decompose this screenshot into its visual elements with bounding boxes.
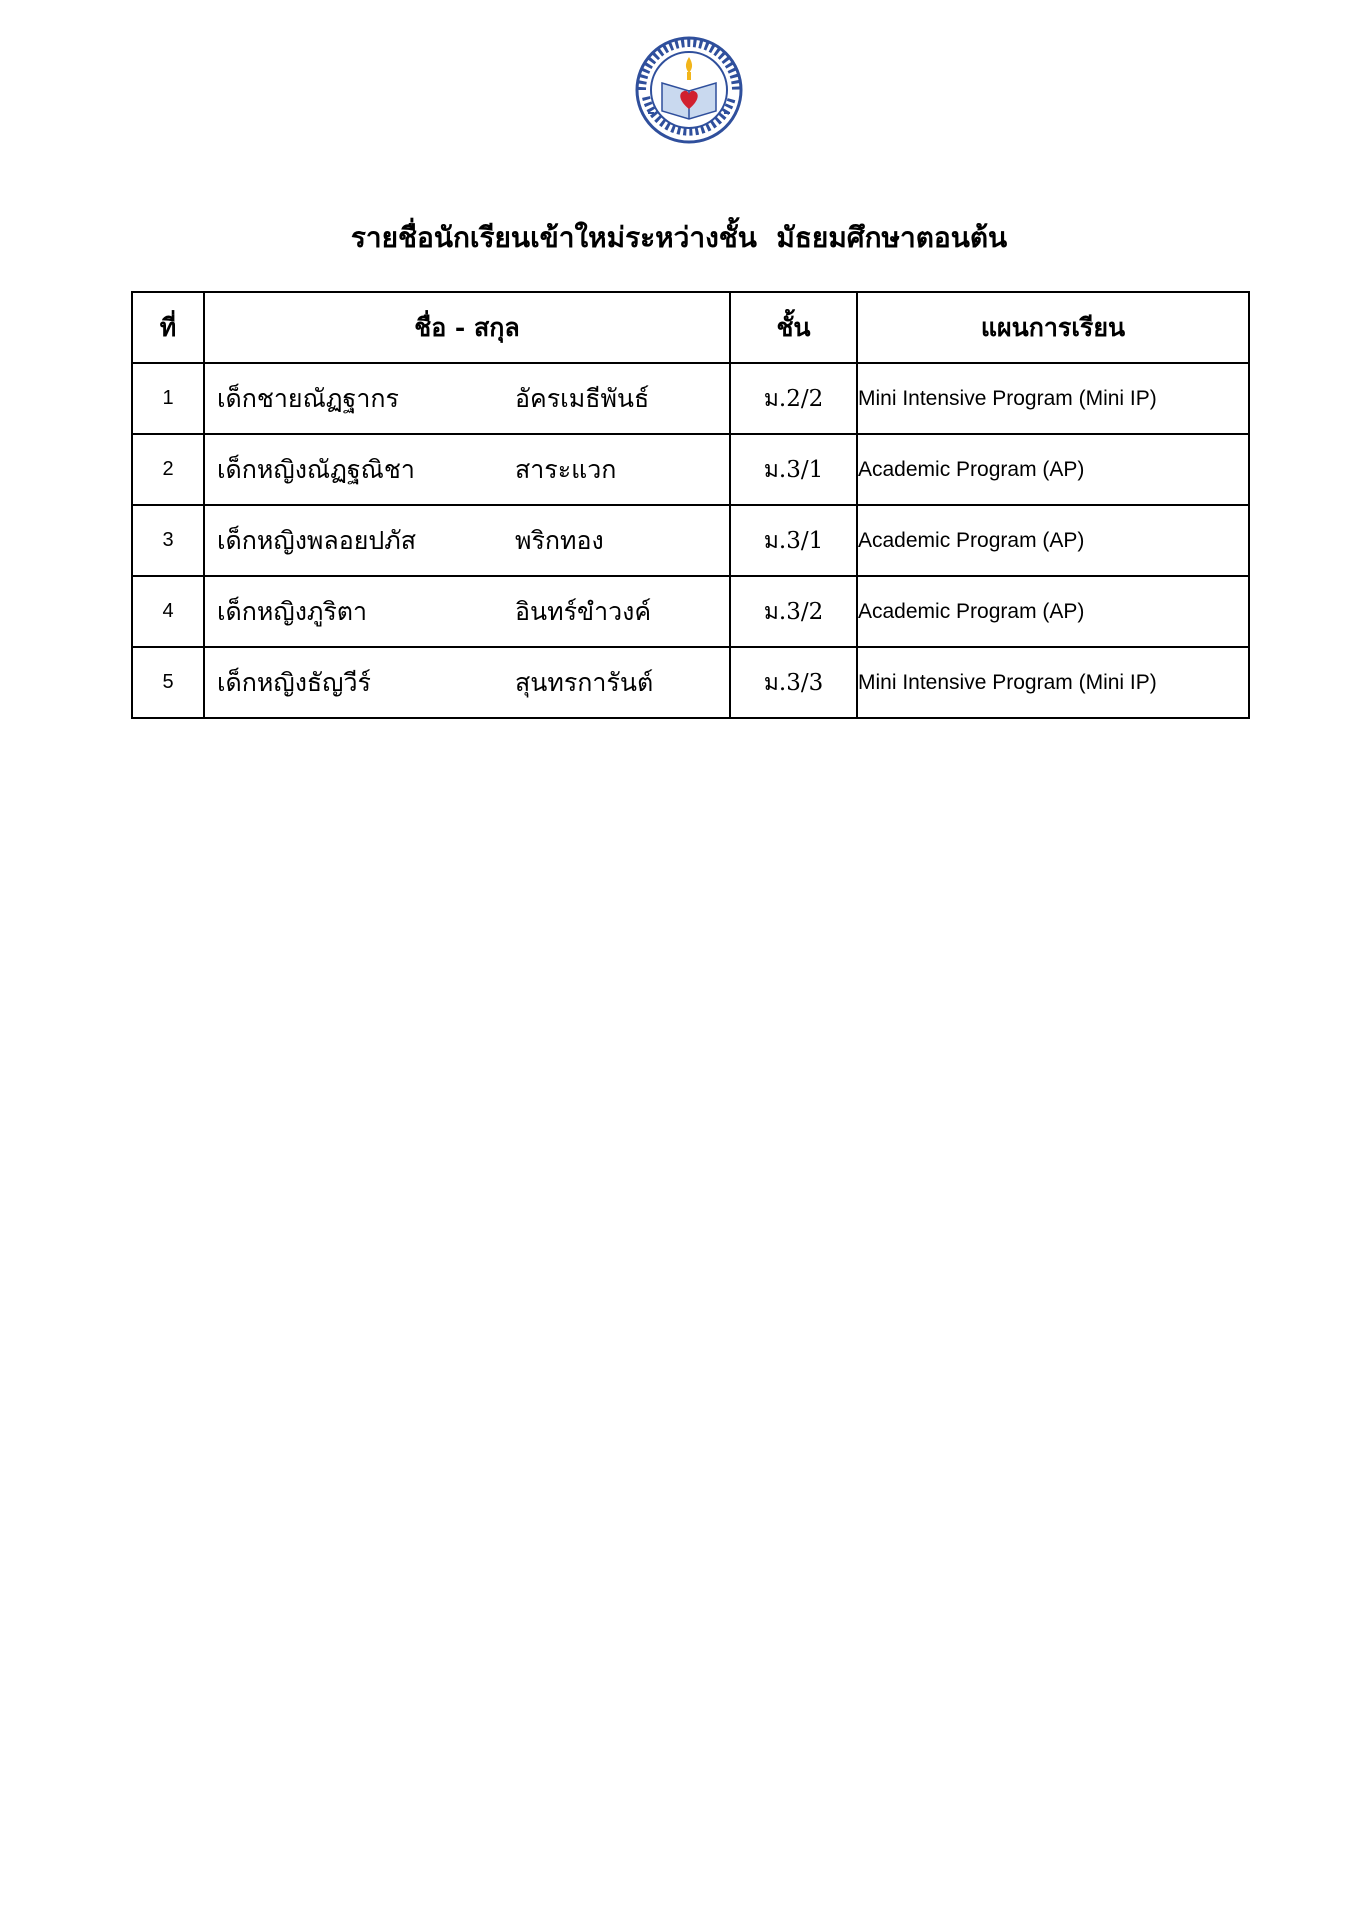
student-table — [131, 291, 1250, 719]
last-name: อัครเมธีพันธ์ — [515, 383, 650, 413]
row-name — [204, 434, 730, 505]
last-name: พริกทอง — [515, 525, 604, 555]
first-name: เด็กชายณัฏฐากร — [217, 383, 399, 413]
row-class: ม.3/1 — [730, 505, 857, 576]
table-row — [132, 576, 1249, 647]
header-plan: แผนการเรียน — [857, 292, 1249, 363]
row-name — [204, 647, 730, 718]
row-no: 1 — [132, 363, 204, 434]
row-plan: Academic Program (AP) — [857, 505, 1249, 576]
row-plan: Mini Intensive Program (Mini IP) — [857, 363, 1249, 434]
first-name: เด็กหญิงธัญวีร์ — [217, 667, 371, 697]
header-name: ชื่อ - สกุล — [204, 292, 730, 363]
row-plan: Academic Program (AP) — [857, 434, 1249, 505]
last-name: สาระแวก — [515, 454, 617, 484]
table-header-row — [132, 292, 1249, 363]
table-row — [132, 505, 1249, 576]
row-no: 5 — [132, 647, 204, 718]
school-crest-icon — [634, 35, 744, 145]
first-name: เด็กหญิงณัฏฐณิชา — [217, 454, 415, 484]
table-row — [132, 434, 1249, 505]
last-name: สุนทรการันต์ — [515, 667, 654, 697]
row-class: ม.2/2 — [730, 363, 857, 434]
first-name: เด็กหญิงพลอยปภัส — [217, 525, 416, 555]
row-name — [204, 363, 730, 434]
row-plan: Mini Intensive Program (Mini IP) — [857, 647, 1249, 718]
page-title: รายชื่อนักเรียนเข้าใหม่ระหว่างชั้น มัธยมศึกษาตอนต้น — [350, 221, 1008, 254]
header-no: ที่ — [132, 292, 204, 363]
last-name: อินทร์ขำวงค์ — [515, 596, 652, 626]
row-class: ม.3/3 — [730, 647, 857, 718]
row-class: ม.3/1 — [730, 434, 857, 505]
school-logo — [634, 35, 744, 145]
row-plan: Academic Program (AP) — [857, 576, 1249, 647]
row-name — [204, 576, 730, 647]
table-row — [132, 647, 1249, 718]
row-no: 4 — [132, 576, 204, 647]
first-name: เด็กหญิงภูริตา — [217, 596, 368, 626]
row-class: ม.3/2 — [730, 576, 857, 647]
row-no: 3 — [132, 505, 204, 576]
header-class: ชั้น — [730, 292, 857, 363]
row-no: 2 — [132, 434, 204, 505]
row-name — [204, 505, 730, 576]
table-row — [132, 363, 1249, 434]
